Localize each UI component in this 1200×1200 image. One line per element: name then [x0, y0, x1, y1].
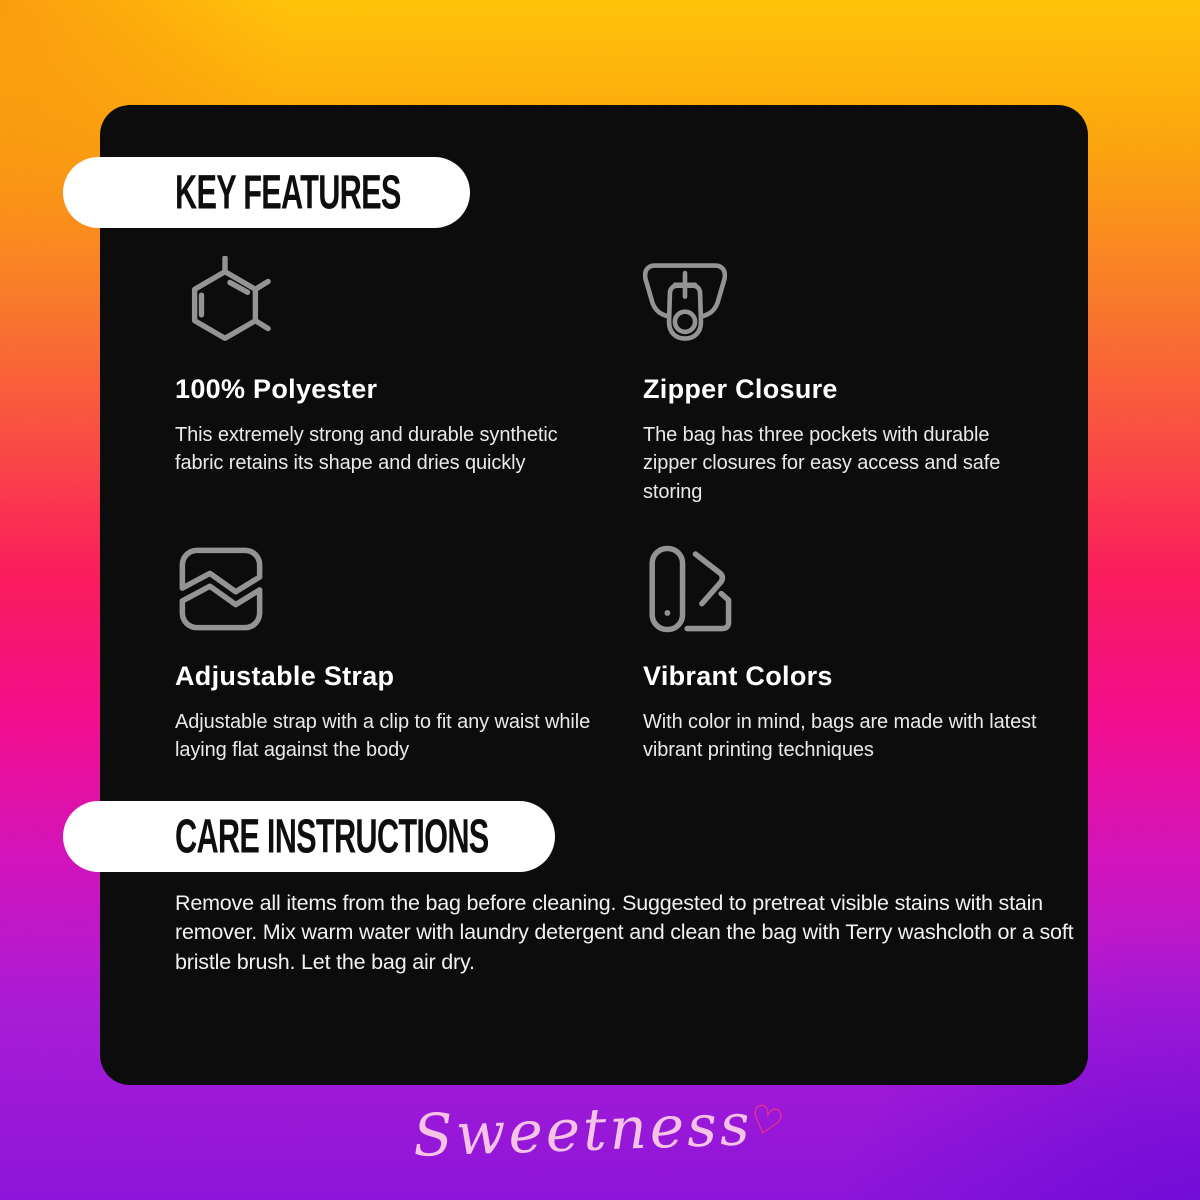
feature-colors [643, 538, 1038, 765]
key-features-pill [63, 157, 470, 228]
feature-description: The bag has three pockets with durable zipper closures for easy access and safe storing [643, 424, 1001, 503]
feature-title: Adjustable Strap [175, 661, 395, 691]
key-features-heading: KEY FEATURES [175, 164, 401, 220]
brand-logo-text: Sweetness [412, 1090, 754, 1170]
color-swatches-icon [643, 543, 1038, 643]
feature-title: Vibrant Colors [643, 661, 833, 691]
care-instructions-heading: CARE INSTRUCTIONS [175, 808, 489, 864]
feature-title: Zipper Closure [643, 374, 838, 404]
brand-logo [0, 1090, 1200, 1170]
zipper-pull-icon [643, 256, 1038, 356]
feature-description: Adjustable strap with a clip to fit any waist while laying flat against the body [175, 711, 591, 762]
polyester-molecule-icon [175, 256, 600, 356]
feature-description: With color in mind, bags are made with latest vibrant printing techniques [643, 711, 1037, 762]
feature-strap [175, 538, 600, 765]
feature-polyester [175, 256, 600, 478]
care-instructions-body: Remove all items from the bag before cleaning. Suggested to pretreat visible stains with stain remover. Mix warm water with laundry detergent and clean the bag with Terry washcloth or a soft bristle brush. Let the bag air dry. [175, 891, 1074, 974]
feature-zipper [643, 256, 1038, 506]
adjustable-strap-icon [175, 543, 600, 643]
care-instructions-pill [63, 801, 555, 872]
feature-description: This extremely strong and durable synthetic fabric retains its shape and dries quickly [175, 424, 558, 475]
heart-icon: ♡ [743, 1095, 789, 1147]
feature-title: 100% Polyester [175, 374, 378, 404]
